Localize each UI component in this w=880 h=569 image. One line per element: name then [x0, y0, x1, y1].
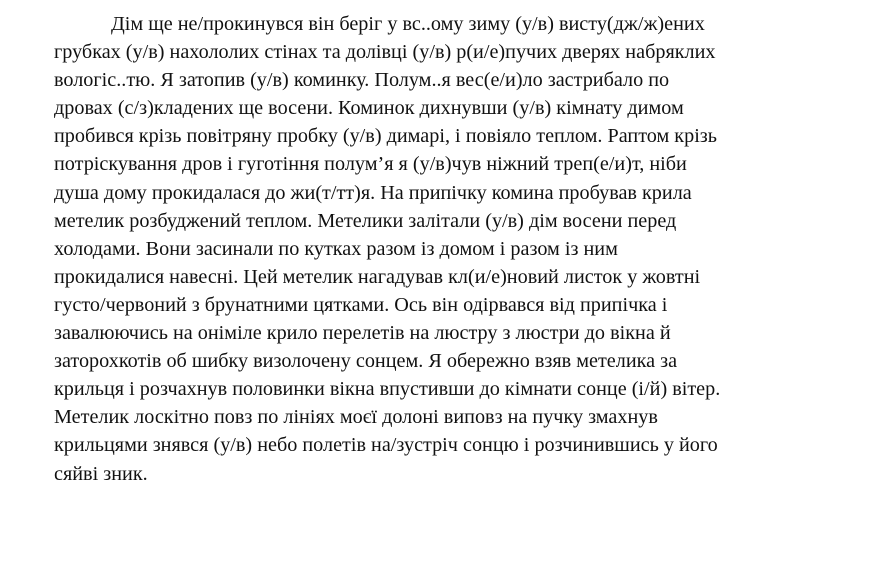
paragraph-line: грубках (у/в) нахололих стінах та долівці (у/в) р(и/е)пучих дверях набряклих [54, 41, 716, 64]
paragraph-line: заторохкотів об шибку визолочену сонцем. Я обережно взяв метелика за [54, 350, 678, 373]
paragraph-line: завалюючись на оніміле крило перелетів на люстру з люстри до вікна й [54, 322, 671, 345]
paragraph-line: потріскування дров і гуготіння полум’я я (у/в)чув ніжний треп(е/и)т, ніби [54, 153, 687, 176]
paragraph-line: вологіс..тю. Я затопив (у/в) коминку. Полум..я вес(е/и)ло застрибало по [54, 69, 670, 92]
paragraph-line: крильця і розчахнув половинки вікна впустивши до кімнати сонце (і/й) вітер. [54, 378, 721, 401]
paragraph-line: сяйві зник. [54, 462, 148, 485]
paragraph-line: пробився крізь повітряну пробку (у/в) димарі, і повіяло теплом. Раптом крізь [54, 125, 717, 148]
paragraph-line: прокидалися навесні. Цей метелик нагадував кл(и/е)новий листок у жовтні [54, 265, 701, 288]
paragraph-line: Дім ще не/прокинувся він беріг у вс..ому зиму (у/в) висту(дж/ж)ених [111, 13, 705, 35]
paragraph-line: душа дому прокидалася до жи(т/тт)я. На припічку комина пробував крила [54, 181, 692, 204]
exercise-paragraph [54, 10, 872, 488]
paragraph-line: густо/червоний з брунатними цятками. Ось він одірвався від припічка і [54, 293, 668, 316]
paragraph-line: крильцями знявся (у/в) небо полетів на/зустріч сонцю і розчинившись у його [54, 434, 718, 457]
paragraph-line: метелик розбуджений теплом. Метелики залітали (у/в) дім восени перед [54, 209, 677, 232]
paragraph-line: дровах (с/з)кладених ще восени. Коминок дихнувши (у/в) кімнату димом [54, 97, 684, 120]
paragraph-line: Метелик лоскітно повз по лініях моєї долоні виповз на пучку змахнув [54, 406, 658, 429]
paragraph-line: холодами. Вони засинали по кутках разом із домом і разом із ним [54, 237, 618, 260]
